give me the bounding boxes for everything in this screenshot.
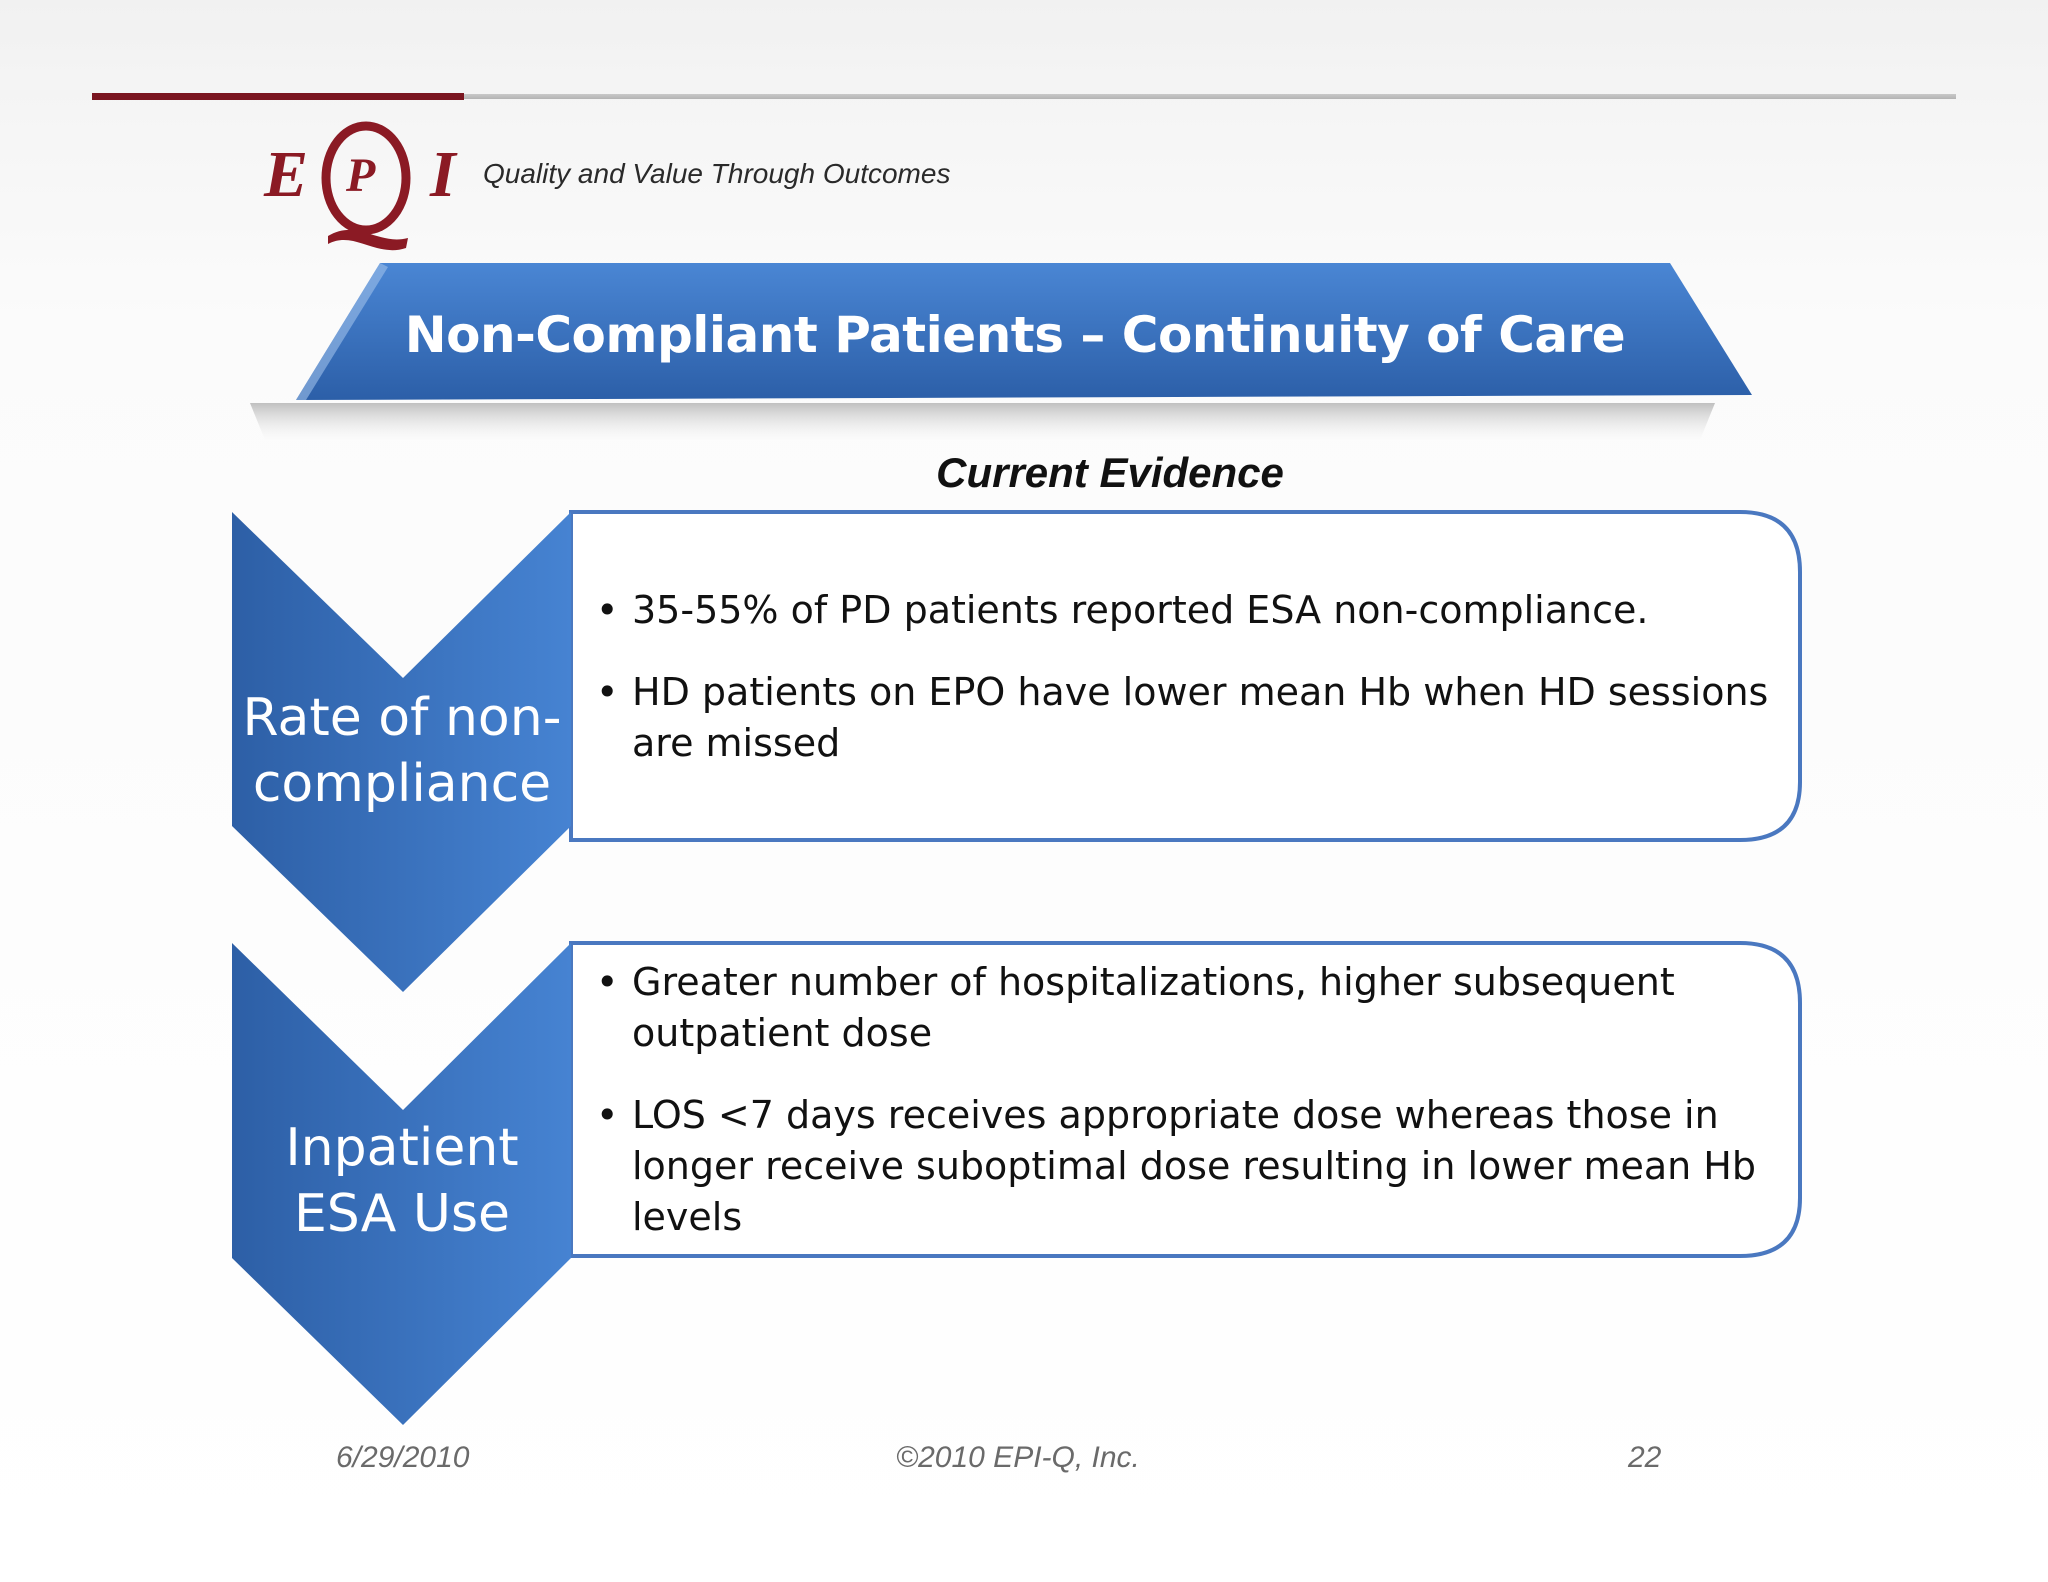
category-label-noncompliance (232, 685, 572, 817)
page-number: 22 (1628, 1441, 1662, 1474)
bullet-item: • 35-55% of PD patients reported ESA non-compliance. (596, 585, 1776, 636)
category-label-line: ESA Use (293, 1184, 511, 1244)
category-label-line: Inpatient (285, 1118, 519, 1178)
slide-title: Non-Compliant Patients – Continuity of Care (404, 306, 1626, 364)
category-label-line: Rate of non- (242, 688, 562, 748)
bullet-list-inpatient (596, 957, 1776, 1274)
category-label-inpatient (232, 1115, 572, 1247)
category-label-line: compliance (252, 754, 552, 814)
footer-copyright: ©2010 EPI-Q, Inc. (896, 1441, 1140, 1474)
bullet-item: • Greater number of hospitalizations, higher subsequent outpatient dose (596, 957, 1776, 1059)
bullet-item: • LOS <7 days receives appropriate dose whereas those in longer receive suboptimal dose resulting in lower mean Hb levels (596, 1090, 1776, 1243)
logo-letter-p: P (346, 149, 376, 202)
tagline: Quality and Value Through Outcomes (483, 158, 951, 189)
section-subtitle: Current Evidence (936, 449, 1284, 496)
bullet-item: • HD patients on EPO have lower mean Hb when HD sessions are missed (596, 667, 1776, 769)
bullet-list-noncompliance (596, 585, 1776, 800)
footer-date: 6/29/2010 (336, 1441, 470, 1474)
logo-letter-e: E (264, 138, 309, 211)
logo-letter-i: I (430, 138, 456, 211)
